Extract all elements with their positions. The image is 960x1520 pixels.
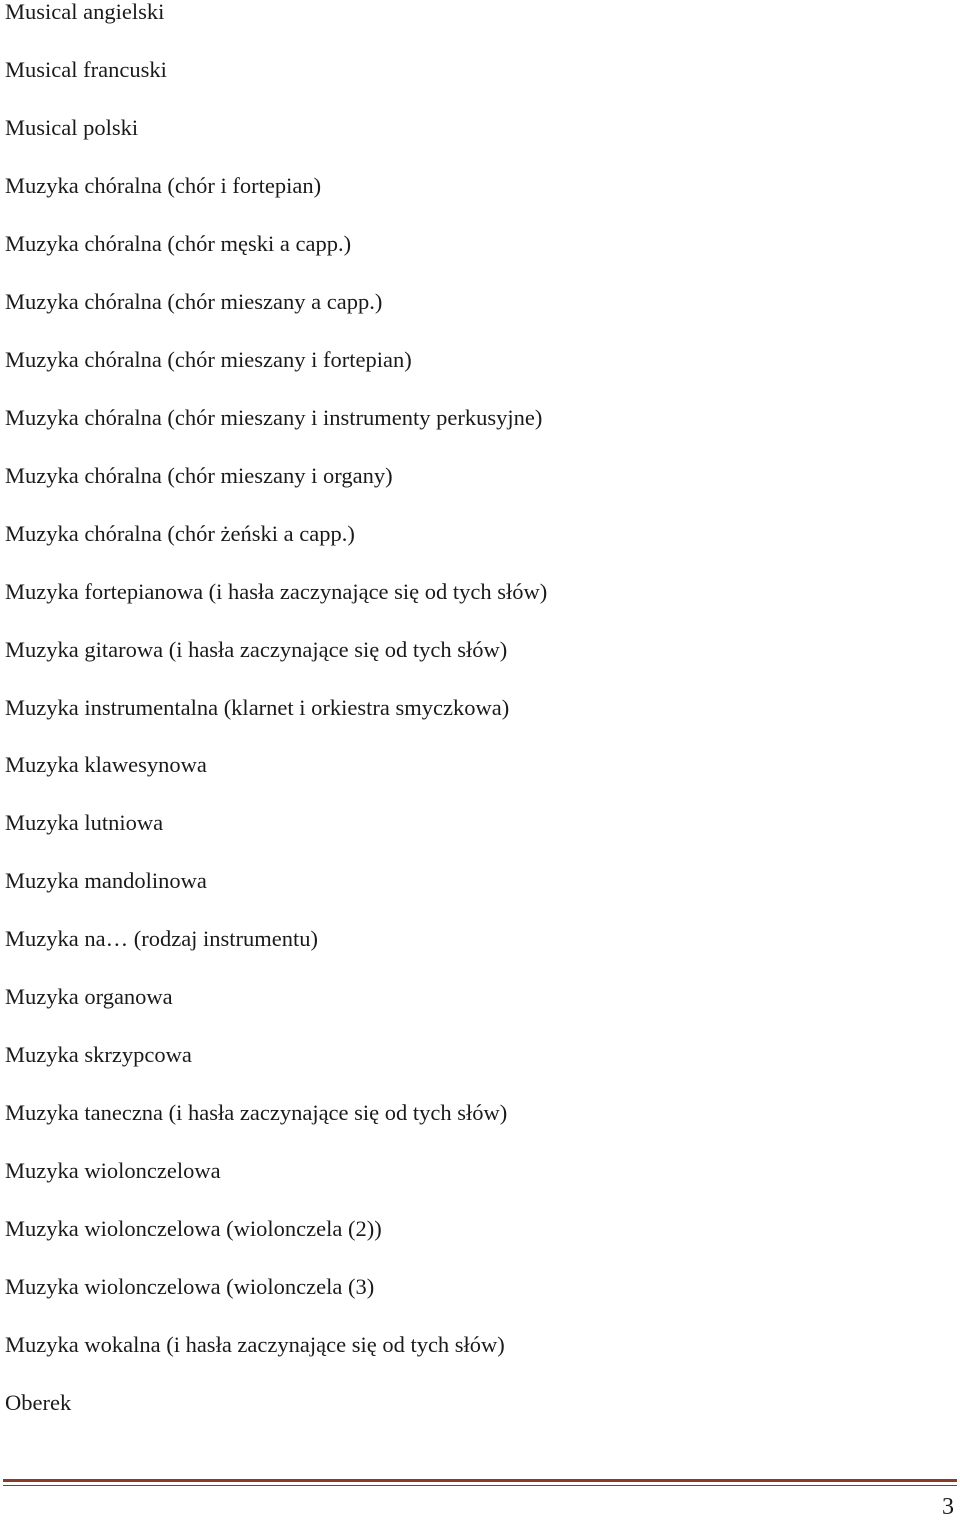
list-item: Muzyka wiolonczelowa (wiolonczela (2)) <box>5 1216 382 1241</box>
list-item: Muzyka chóralna (chór mieszany i fortepian) <box>5 347 412 372</box>
list-item: Muzyka chóralna (chór żeński a capp.) <box>5 521 355 546</box>
list-item: Muzyka instrumentalna (klarnet i orkiestra smyczkowa) <box>5 695 510 720</box>
list-item: Muzyka chóralna (chór mieszany a capp.) <box>5 289 383 314</box>
list-item: Muzyka wokalna (i hasła zaczynające się od tych słów) <box>5 1332 505 1357</box>
list-item: Muzyka skrzypcowa <box>5 1042 192 1067</box>
list-item: Muzyka taneczna (i hasła zaczynające się od tych słów) <box>5 1100 508 1125</box>
list-item: Oberek <box>5 1390 72 1415</box>
list-item: Muzyka fortepianowa (i hasła zaczynające się od tych słów) <box>5 579 548 604</box>
list-item: Muzyka chóralna (chór mieszany i instrumenty perkusyjne) <box>5 405 543 430</box>
list-item: Muzyka mandolinowa <box>5 868 207 893</box>
list-item: Muzyka na… (rodzaj instrumentu) <box>5 926 319 951</box>
list-item: Muzyka klawesynowa <box>5 752 207 777</box>
page-number: 3 <box>942 1494 954 1520</box>
footer-divider-thin <box>3 1485 957 1486</box>
list-item: Muzyka lutniowa <box>5 810 164 835</box>
list-item: Muzyka chóralna (chór mieszany i organy) <box>5 463 393 488</box>
list-item: Musical angielski <box>5 0 165 24</box>
list-item: Muzyka wiolonczelowa (wiolonczela (3) <box>5 1274 375 1299</box>
list-item: Musical polski <box>5 115 139 140</box>
list-item: Muzyka chóralna (chór męski a capp.) <box>5 231 352 256</box>
list-item: Muzyka organowa <box>5 984 173 1009</box>
list-item: Muzyka wiolonczelowa <box>5 1158 221 1183</box>
list-item: Muzyka chóralna (chór i fortepian) <box>5 173 322 198</box>
list-item: Musical francuski <box>5 57 167 82</box>
list-item: Muzyka gitarowa (i hasła zaczynające się od tych słów) <box>5 637 508 662</box>
footer-divider <box>3 1479 957 1482</box>
